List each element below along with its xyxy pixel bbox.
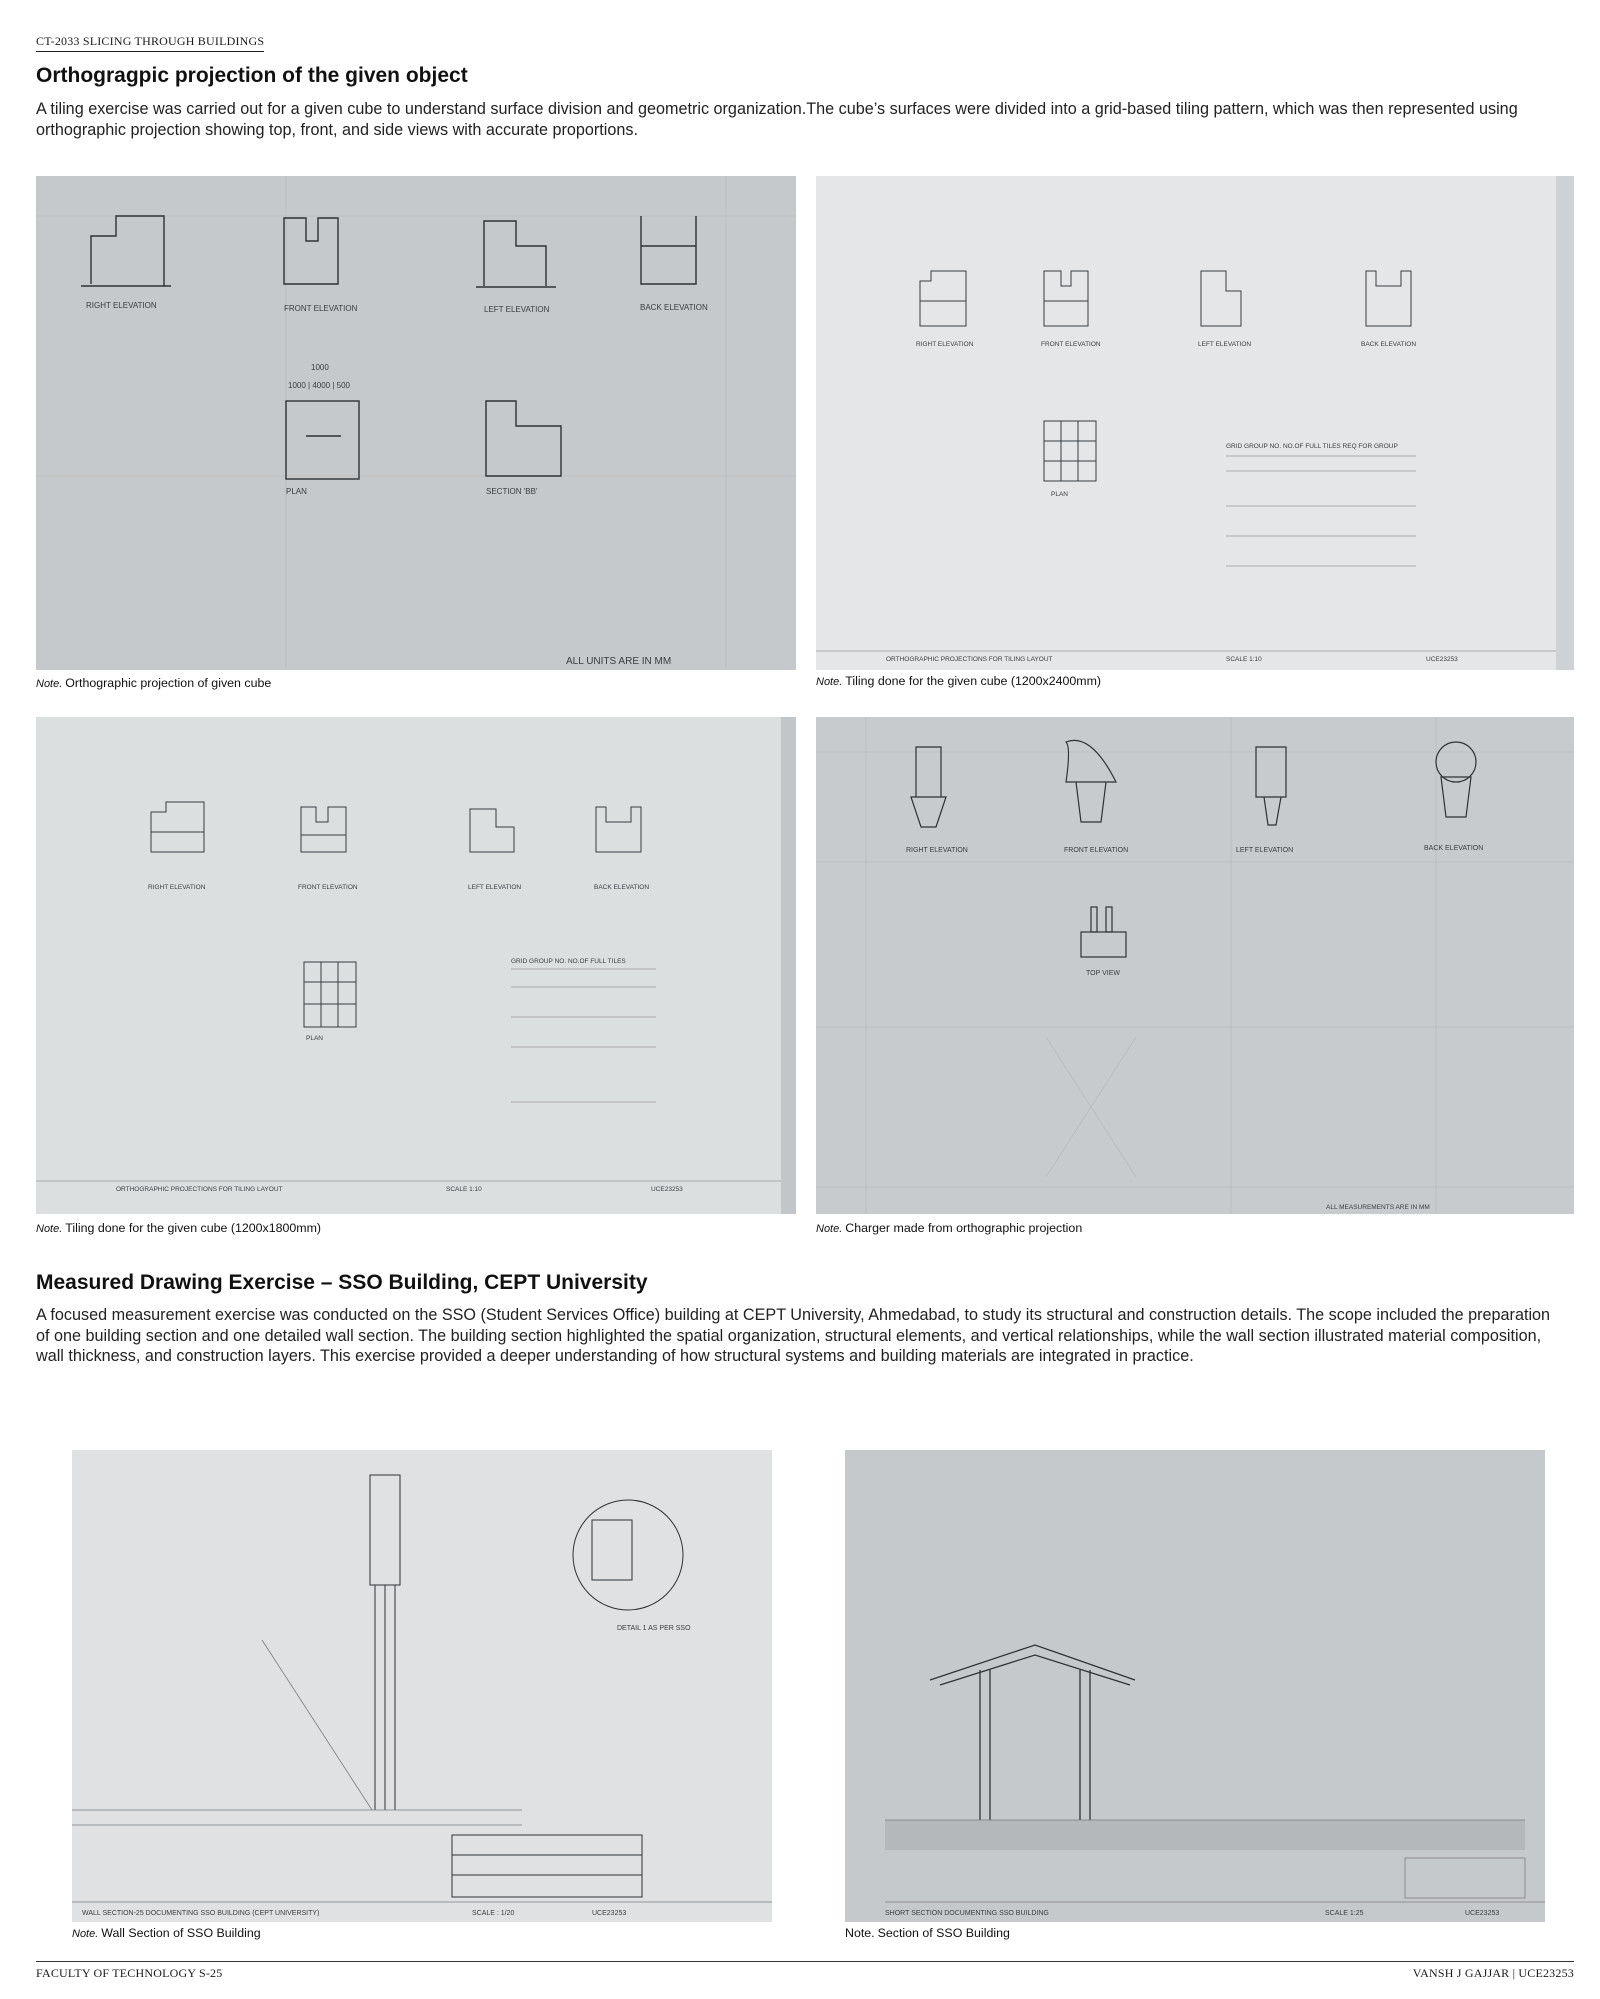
label-front-elevation: FRONT ELEVATION bbox=[298, 884, 358, 891]
scale-label: SCALE 1:10 bbox=[446, 1186, 482, 1193]
scale-label: SCALE : 1/20 bbox=[472, 1910, 515, 1917]
caption-note: Note. bbox=[816, 1223, 843, 1235]
caption-text: Charger made from orthographic projection bbox=[845, 1221, 1083, 1235]
caption-text: Section of SSO Building bbox=[877, 1926, 1010, 1940]
label-right-elevation: RIGHT ELEVATION bbox=[148, 884, 206, 891]
label-left-elevation: LEFT ELEVATION bbox=[468, 884, 522, 891]
section-title-orthographic: Orthogragpic projection of the given object bbox=[36, 64, 468, 87]
caption-figure-5 bbox=[72, 1926, 261, 1940]
caption-figure-6 bbox=[845, 1926, 1010, 1940]
label-plan: PLAN bbox=[1051, 491, 1068, 498]
label-units: ALL UNITS ARE IN MM bbox=[566, 656, 672, 667]
section-description-orthographic: A tiling exercise was carried out for a given cube to understand surface division and geometric organization.The cube’s surfaces were divided into a grid-based tiling pattern, which was then represented using orthographic projection showing top, front, and side views with accurate proportions. bbox=[36, 100, 1518, 139]
caption-note: Note. bbox=[816, 676, 843, 688]
label-left-elevation: LEFT ELEVATION bbox=[1198, 341, 1252, 348]
label-right-elevation: RIGHT ELEVATION bbox=[916, 341, 974, 348]
detail-label: DETAIL 1 AS PER SSO bbox=[617, 1625, 691, 1632]
label-back-elevation: BACK ELEVATION bbox=[594, 884, 650, 891]
title-block: WALL SECTION-25 DOCUMENTING SSO BUILDING (CEPT UNIVERSITY) bbox=[82, 1910, 320, 1917]
label-front-elevation: FRONT ELEVATION bbox=[1041, 341, 1101, 348]
drawing-charger bbox=[816, 717, 1574, 1214]
caption-note: Note. bbox=[36, 1223, 63, 1235]
caption-text: Tiling done for the given cube (1200x2400mm) bbox=[845, 674, 1102, 688]
caption-note: Note. bbox=[72, 1928, 99, 1940]
dim-top: 1000 bbox=[311, 363, 329, 372]
scale-label: SCALE 1:25 bbox=[1325, 1910, 1364, 1917]
figure-tiling-1200x1800 bbox=[36, 717, 796, 1214]
footer-divider bbox=[36, 1961, 1574, 1962]
label-front-elevation: FRONT ELEVATION bbox=[1064, 847, 1129, 854]
label-back-elevation: BACK ELEVATION bbox=[1361, 341, 1417, 348]
roll-number: UCE23253 bbox=[1465, 1910, 1500, 1917]
label-left-elevation: LEFT ELEVATION bbox=[1236, 847, 1294, 854]
title-block: SHORT SECTION DOCUMENTING SSO BUILDING bbox=[885, 1910, 1049, 1917]
course-code: CT-2033 SLICING THROUGH BUILDINGS bbox=[36, 34, 264, 52]
label-right-elevation: RIGHT ELEVATION bbox=[906, 847, 968, 854]
caption-note: Note. bbox=[845, 1926, 875, 1940]
scale-label: SCALE 1:10 bbox=[1226, 656, 1262, 663]
figure-charger bbox=[816, 717, 1574, 1214]
title-block: ORTHOGRAPHIC PROJECTIONS FOR TILING LAYOUT bbox=[116, 1186, 283, 1193]
label-units: ALL MEASUREMENTS ARE IN MM bbox=[1326, 1204, 1430, 1211]
title-block: ORTHOGRAPHIC PROJECTIONS FOR TILING LAYOUT bbox=[886, 656, 1053, 663]
roll-number: UCE23253 bbox=[651, 1186, 683, 1193]
drawing-tiling-2400 bbox=[816, 176, 1574, 670]
label-section: SECTION 'BB' bbox=[486, 487, 538, 496]
drawing-building-section bbox=[845, 1450, 1545, 1922]
drawing-wall-section bbox=[72, 1450, 772, 1922]
roll-number: UCE23253 bbox=[1426, 656, 1458, 663]
label-back-elevation: BACK ELEVATION bbox=[1424, 845, 1484, 852]
tiling-table-header: GRID GROUP NO. NO.OF FULL TILES REQ FOR GROUP bbox=[1226, 443, 1398, 450]
drawing-orthographic bbox=[36, 176, 796, 670]
tiling-table-header: GRID GROUP NO. NO.OF FULL TILES bbox=[511, 958, 626, 965]
figure-orthographic-projection bbox=[36, 176, 796, 670]
label-front-elevation: FRONT ELEVATION bbox=[284, 304, 358, 313]
figure-building-section bbox=[845, 1450, 1545, 1922]
caption-figure-1 bbox=[36, 676, 271, 690]
roll-number: UCE23253 bbox=[592, 1910, 627, 1917]
drawing-tiling-1800 bbox=[36, 717, 796, 1214]
label-left-elevation: LEFT ELEVATION bbox=[484, 305, 550, 314]
figure-wall-section bbox=[72, 1450, 772, 1922]
label-top-view: TOP VIEW bbox=[1086, 970, 1120, 977]
caption-note: Note. bbox=[36, 678, 63, 690]
section-title-measured-drawing: Measured Drawing Exercise – SSO Building, CEPT University bbox=[36, 1271, 648, 1294]
label-back-elevation: BACK ELEVATION bbox=[640, 303, 708, 312]
label-plan: PLAN bbox=[306, 1035, 323, 1042]
dim-sub: 1000 | 4000 | 500 bbox=[288, 381, 350, 390]
caption-text: Orthographic projection of given cube bbox=[65, 676, 272, 690]
figure-tiling-1200x2400 bbox=[816, 176, 1574, 670]
caption-figure-2 bbox=[816, 674, 1101, 688]
section-description-measured-drawing: A focused measurement exercise was conducted on the SSO (Student Services Office) building at CEPT University, Ahmedabad, to study its structural and construction details. The scope included the preparation of one building section and one detailed wall section. The building section highlighted the spatial organization, structural elements, and vertical relationships, while the wall section illustrated material composition, wall thickness, and construction layers. This exercise provided a deeper understanding of how structural systems and building materials are integrated in practice. bbox=[36, 1306, 1551, 1365]
label-plan: PLAN bbox=[286, 487, 307, 496]
caption-text: Tiling done for the given cube (1200x1800mm) bbox=[65, 1221, 322, 1235]
footer-author: VANSH J GAJJAR | UCE23253 bbox=[1412, 1966, 1574, 1980]
caption-text: Wall Section of SSO Building bbox=[101, 1926, 261, 1940]
caption-figure-3 bbox=[36, 1221, 321, 1235]
caption-figure-4 bbox=[816, 1221, 1082, 1235]
footer-faculty: FACULTY OF TECHNOLOGY S-25 bbox=[36, 1966, 223, 1980]
label-right-elevation: RIGHT ELEVATION bbox=[86, 301, 157, 310]
